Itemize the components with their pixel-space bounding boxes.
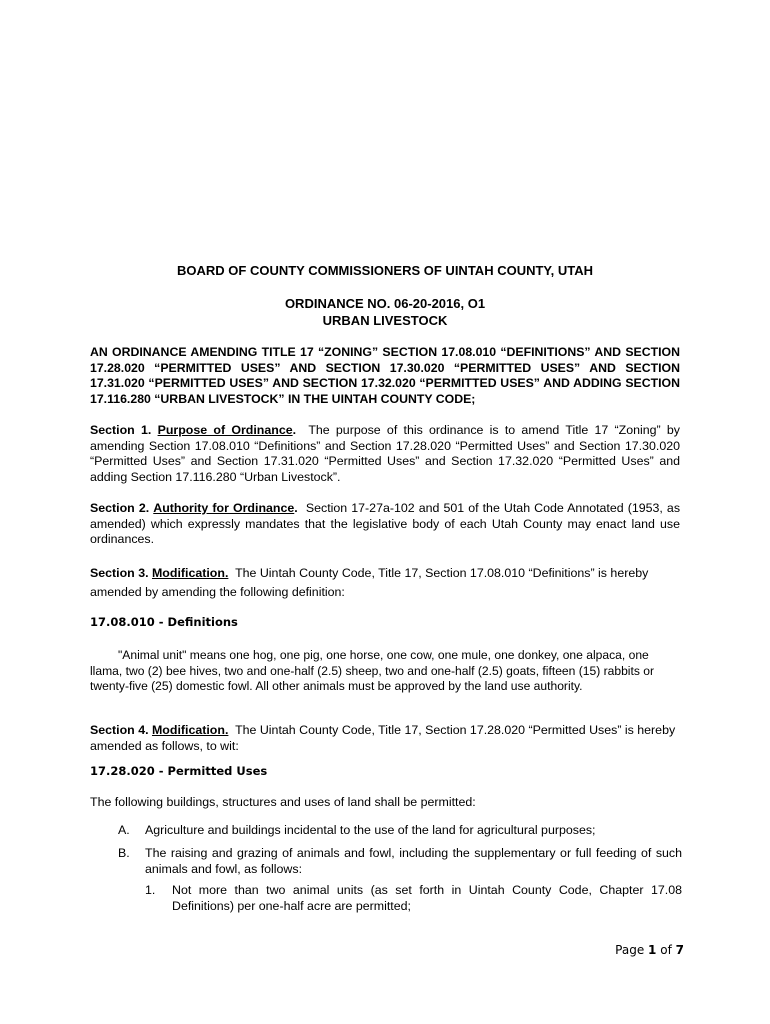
sublist-item-1-label: 1. — [145, 883, 156, 897]
section-2-heading: Authority for Ordinance — [153, 501, 295, 515]
page-number — [604, 943, 684, 957]
section-2-label: Section 2. — [90, 501, 150, 515]
animal-unit-definition: "Animal unit" means one hog, one pig, one horse, one cow, one mule, one donkey, one alpaca, one llama, two (2) bee hives, two and one-half (2.5) sheep, two and one-half (2.5) goats, fifteen (15) rabbits or twenty-five (25) domestic fowl. All other animals must be approved by the land use authority. — [90, 648, 655, 694]
definitions-heading: 17.08.010 - Definitions — [90, 615, 238, 629]
list-item-a-label: A. — [118, 823, 130, 837]
ordinance-number: ORDINANCE NO. 06-20-2016, O1 — [284, 296, 486, 311]
section-3-label: Section 3. — [90, 566, 149, 580]
section-4-heading: Modification. — [151, 723, 229, 737]
section-3-heading: Modification. — [151, 566, 229, 580]
section-2-text: Section 17-27a-102 and 501 of the Utah Code Annotated (1953, as amended) which expressly mandates that the legislative body of each Utah County may enact land use ordinances. — [90, 501, 681, 547]
sublist-item-1-text: Not more than two animal units (as set forth in Uintah County Code, Chapter 17.08 Definitions) per one-half acre are permitted; — [172, 883, 682, 913]
list-item-a-text: Agriculture and buildings incidental to the use of the land for agricultural purposes; — [145, 823, 596, 837]
section-1-period: . — [292, 423, 297, 437]
ordinance-subject: URBAN LIVESTOCK — [322, 313, 448, 328]
section-3-text: The Uintah County Code, Title 17, Section 17.08.010 “Definitions” is hereby amended by amending the following definition: — [90, 566, 649, 599]
section-1-heading: Purpose of Ordinance — [157, 423, 293, 437]
current-page: 1 — [648, 943, 657, 957]
section-4-text: The Uintah County Code, Title 17, Section 17.28.020 “Permitted Uses” is hereby amended as follows, to wit: — [90, 723, 676, 753]
total-pages: 7 — [675, 943, 684, 957]
page-word: Page — [615, 943, 645, 957]
list-item-b-text: The raising and grazing of animals and fowl, including the supplementary or full feeding of such animals and fowl, as follows: — [145, 846, 682, 876]
permitted-uses-heading: 17.28.020 - Permitted Uses — [90, 764, 268, 778]
permitted-uses-intro: The following buildings, structures and uses of land shall be permitted: — [90, 795, 476, 809]
of-word: of — [660, 943, 672, 957]
title-statement: AN ORDINANCE AMENDING TITLE 17 “ZONING” SECTION 17.08.010 “DEFINITIONS” AND SECTION 17.28.020 “PERMITTED USES” AND SECTION 17.30.020 “PERMITTED USES” AND SECTION 17.31.020 “PERMITTED USES” AND SECTION 17.32.020 “PERMITTED USES” AND ADDING SECTION 17.116.280 “URBAN LIVESTOCK” IN THE UINTAH COUNTY CODE; — [90, 345, 680, 406]
section-2 — [90, 501, 680, 548]
board-title: BOARD OF COUNTY COMMISSIONERS OF UINTAH COUNTY, UTAH — [177, 263, 593, 278]
section-1-label: Section 1. — [90, 423, 152, 437]
section-2-period: . — [294, 501, 298, 515]
section-1 — [90, 423, 680, 485]
section-4-label: Section 4. — [90, 723, 149, 737]
section-4 — [90, 723, 680, 754]
section-3 — [90, 564, 680, 602]
section-1-text: The purpose of this ordinance is to amend Title 17 “Zoning” by amending Section 17.08.010 “Definitions” and Section 17.28.020 “Permitted Uses” and Section 17.30.020 “Permitted Uses” and Section 17.31.020 “Permitted Uses” and Section 17.32.020 “Permitted Uses” and adding Section 17.116.280 “Urban Livestock”. — [90, 423, 681, 484]
list-item-b-label: B. — [118, 846, 130, 860]
